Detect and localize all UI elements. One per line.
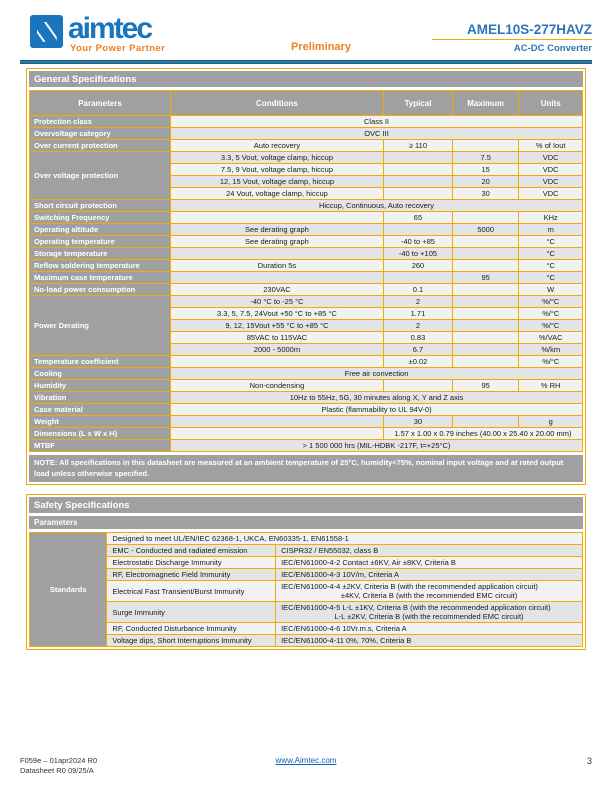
value-cell	[383, 272, 452, 284]
value-cell	[171, 356, 384, 368]
value-cell: Class II	[171, 116, 583, 128]
parameter-cell: Operating altitude	[30, 224, 171, 236]
value-cell	[453, 320, 519, 332]
aimtec-logo	[30, 12, 210, 54]
general-specifications-table	[29, 90, 583, 452]
table-row	[30, 602, 583, 623]
brand-tagline: Your Power Partner	[70, 43, 166, 54]
table-row	[30, 200, 583, 212]
parameter-cell: Case material	[30, 404, 171, 416]
value-cell: %/°C	[519, 308, 583, 320]
value-cell	[171, 416, 384, 428]
value-cell	[453, 356, 519, 368]
parameter-cell: Protection class	[30, 116, 171, 128]
value-cell: 10Hz to 55Hz, 5G, 30 minutes along X, Y and Z axis	[171, 392, 583, 404]
table-row	[30, 428, 583, 440]
column-header: Typical	[383, 91, 452, 116]
value-cell: 3.3, 5, 7.5, 24Vout +50 °C to +85 °C	[171, 308, 384, 320]
parameter-cell: Operating temperature	[30, 236, 171, 248]
value-cell: ±0.02	[383, 356, 452, 368]
value-cell: See derating graph	[171, 236, 384, 248]
safety-specifications-section	[26, 494, 586, 650]
product-name: AMEL10S-277HAVZ	[466, 22, 592, 37]
parameter-cell: Maximum case temperature	[30, 272, 171, 284]
value-cell: 9, 12, 15Vout +55 °C to +85 °C	[171, 320, 384, 332]
value-cell: -40 °C to -25 °C	[171, 296, 384, 308]
table-row	[30, 128, 583, 140]
page-header	[0, 0, 612, 54]
value-cell: 12, 15 Vout, voltage clamp, hiccup	[171, 176, 384, 188]
product-block	[432, 22, 592, 54]
value-cell: 7.5, 9 Vout, voltage clamp, hiccup	[171, 164, 384, 176]
value-cell: 85VAC to 115VAC	[171, 332, 384, 344]
table-row	[30, 392, 583, 404]
footer-form-number: F059e – 01apr2024 R0	[20, 756, 98, 765]
table-row	[30, 284, 583, 296]
parameter-cell: Humidity	[30, 380, 171, 392]
value-cell: VDC	[519, 164, 583, 176]
value-cell	[453, 332, 519, 344]
value-cell: %/°C	[519, 320, 583, 332]
standard-name-cell: Electrical Fast Transient/Burst Immunity	[107, 581, 276, 602]
preliminary-label: Preliminary	[291, 41, 351, 53]
section-title-general: General Specifications	[29, 71, 583, 87]
value-cell: g	[519, 416, 583, 428]
standard-name-cell: RF, Electromagnetic Field Immunity	[107, 569, 276, 581]
value-cell	[171, 272, 384, 284]
value-cell	[171, 428, 384, 440]
standard-value-line: IEC/EN61000-4-5 L-L ±1KV, Criteria B (with the recommended application circuit)	[281, 603, 551, 612]
value-cell: 24 Vout, voltage clamp, hiccup	[171, 188, 384, 200]
standard-value-cell: IEC/EN61000-4-6 10Vr.m.s, Criteria A	[276, 623, 583, 635]
aimtec-website-link[interactable]: www.Aimtec.com	[275, 756, 337, 765]
safety-table-body	[30, 533, 583, 647]
value-cell	[171, 212, 384, 224]
standard-value-cell	[276, 581, 583, 602]
table-row	[30, 152, 583, 164]
standard-name-cell: EMC - Conducted and radiated emission	[107, 545, 276, 557]
parameter-cell: Dimensions (L x W x H)	[30, 428, 171, 440]
table-row	[30, 248, 583, 260]
value-cell: OVC III	[171, 128, 583, 140]
table-row	[30, 404, 583, 416]
value-cell	[453, 140, 519, 152]
value-cell: %/km	[519, 344, 583, 356]
parameter-cell: Over current protection	[30, 140, 171, 152]
parameter-cell: Overvoltage category	[30, 128, 171, 140]
value-cell	[383, 380, 452, 392]
value-cell: -40 to +85	[383, 236, 452, 248]
standard-value-cell	[276, 602, 583, 623]
section-title-safety: Safety Specifications	[29, 497, 583, 513]
value-cell	[453, 248, 519, 260]
table-row	[30, 296, 583, 308]
page-number: 3	[586, 756, 592, 766]
table-row	[30, 116, 583, 128]
standard-value-line: IEC/EN61000-4-4 ±2KV, Criteria B (with the recommended application circuit)	[281, 582, 538, 591]
value-cell	[453, 236, 519, 248]
value-cell: 95	[453, 380, 519, 392]
brand-name: aimtec	[68, 12, 152, 45]
value-cell: 2	[383, 296, 452, 308]
value-cell: > 1 500 000 hrs (MIL-HDBK -217F, t=+25°C)	[171, 440, 583, 452]
parameter-cell: Reflow soldering temperature	[30, 260, 171, 272]
value-cell: Free air convection	[171, 368, 583, 380]
column-header: Maximum	[453, 91, 519, 116]
value-cell	[453, 260, 519, 272]
value-cell: %/°C	[519, 296, 583, 308]
value-cell: 1.71	[383, 308, 452, 320]
table-row	[30, 440, 583, 452]
table-row	[30, 260, 583, 272]
table-row	[30, 635, 583, 647]
value-cell: Hiccup, Continuous, Auto recovery	[171, 200, 583, 212]
standard-name-cell: Voltage dips, Short Interruptions Immunity	[107, 635, 276, 647]
table-row	[30, 140, 583, 152]
value-cell: 15	[453, 164, 519, 176]
value-cell: 260	[383, 260, 452, 272]
standard-value-cell: CISPR32 / EN55032, class B	[276, 545, 583, 557]
value-cell: °C	[519, 248, 583, 260]
value-cell: 5000	[453, 224, 519, 236]
value-cell: 2000 - 5000m	[171, 344, 384, 356]
product-type: AC-DC Converter	[513, 43, 592, 54]
value-cell: 95	[453, 272, 519, 284]
value-cell: 20	[453, 176, 519, 188]
parameter-cell: MTBF	[30, 440, 171, 452]
general-table-body	[30, 116, 583, 452]
standard-name-cell: Surge Immunity	[107, 602, 276, 623]
table-row	[30, 533, 583, 545]
value-cell: 0.1	[383, 284, 452, 296]
value-cell: W	[519, 284, 583, 296]
value-cell	[453, 212, 519, 224]
value-cell: Duration 5s	[171, 260, 384, 272]
table-row	[30, 416, 583, 428]
value-cell: -40 to +105	[383, 248, 452, 260]
value-cell	[453, 308, 519, 320]
parameter-cell: Switching Frequency	[30, 212, 171, 224]
footer-revision-block	[20, 756, 97, 776]
value-cell: See derating graph	[171, 224, 384, 236]
product-underline	[432, 39, 592, 40]
value-cell: 0.83	[383, 332, 452, 344]
parameter-cell: Storage temperature	[30, 248, 171, 260]
table-row	[30, 212, 583, 224]
value-cell: %/VAC	[519, 332, 583, 344]
parameter-cell: Vibration	[30, 392, 171, 404]
general-note: NOTE: All specifications in this datasheet are measured at an ambient temperature of 25°C, humidity<75%, nominal input voltage and at rated output load unless otherwise specified.	[29, 455, 583, 482]
value-cell	[171, 248, 384, 260]
standards-group-cell: Standards	[30, 533, 107, 647]
standard-name-cell: Electrostatic Discharge Immunity	[107, 557, 276, 569]
value-cell	[383, 188, 452, 200]
standard-value-cell: IEC/EN61000-4-11 0%, 70%, Criteria B	[276, 635, 583, 647]
standard-value-line: L-L ±2KV, Criteria B (with the recommended EMC circuit)	[334, 612, 524, 621]
value-cell	[383, 164, 452, 176]
standard-value-cell: IEC/EN61000-4-3 10V/m, Criteria A	[276, 569, 583, 581]
table-row	[30, 545, 583, 557]
value-cell	[383, 176, 452, 188]
value-cell	[453, 284, 519, 296]
parameter-cell: Over voltage protection	[30, 152, 171, 200]
column-header: Parameters	[30, 91, 171, 116]
value-cell: 30	[453, 188, 519, 200]
value-cell: °C	[519, 260, 583, 272]
value-cell: Non-condensing	[171, 380, 384, 392]
parameter-cell: Weight	[30, 416, 171, 428]
value-cell: 65	[383, 212, 452, 224]
value-cell: %/°C	[519, 356, 583, 368]
value-cell: % of Iout	[519, 140, 583, 152]
column-header: Units	[519, 91, 583, 116]
table-row	[30, 236, 583, 248]
table-row	[30, 623, 583, 635]
value-cell: VDC	[519, 152, 583, 164]
table-row	[30, 272, 583, 284]
parameter-cell: Short circuit protection	[30, 200, 171, 212]
page-footer	[20, 756, 592, 776]
value-cell: °C	[519, 236, 583, 248]
table-row	[30, 224, 583, 236]
standard-value-line: ±4KV, Criteria B (with the recommended EMC circuit)	[340, 591, 518, 600]
table-row	[30, 569, 583, 581]
value-cell: m	[519, 224, 583, 236]
safety-specifications-table	[29, 532, 583, 647]
standard-value-cell: IEC/EN61000-4-2 Contact ±6KV, Air ±8KV, Criteria B	[276, 557, 583, 569]
table-row	[30, 581, 583, 602]
value-cell	[453, 344, 519, 356]
value-cell: 7.5	[453, 152, 519, 164]
table-row	[30, 368, 583, 380]
safety-parameters-bar: Parameters	[29, 516, 583, 529]
parameter-cell: Temperature coefficient	[30, 356, 171, 368]
general-specifications-section	[26, 68, 586, 485]
value-cell: 3.3, 5 Vout, voltage clamp, hiccup	[171, 152, 384, 164]
parameter-cell: No-load power consumption	[30, 284, 171, 296]
footer-datasheet-rev: Datasheet R0 09/25/A	[20, 766, 94, 775]
value-cell: 6.7	[383, 344, 452, 356]
value-cell: 1.57 x 1.00 x 0.79 inches (40.00 x 25.40 x 20.00 mm)	[383, 428, 582, 440]
value-cell: % RH	[519, 380, 583, 392]
value-cell: VDC	[519, 188, 583, 200]
table-row	[30, 380, 583, 392]
value-cell	[383, 224, 452, 236]
value-cell: 30	[383, 416, 452, 428]
general-table-header-row	[30, 91, 583, 116]
table-row	[30, 356, 583, 368]
value-cell: KHz	[519, 212, 583, 224]
aimtec-logo-icon	[30, 15, 63, 48]
value-cell: ≥ 110	[383, 140, 452, 152]
value-cell: 230VAC	[171, 284, 384, 296]
value-cell: Plastic (flammability to UL 94V-0)	[171, 404, 583, 416]
value-cell	[383, 152, 452, 164]
column-header: Conditions	[171, 91, 384, 116]
value-cell: Auto recovery	[171, 140, 384, 152]
standard-name-cell: RF, Conducted Disturbance Immunity	[107, 623, 276, 635]
value-cell: °C	[519, 272, 583, 284]
value-cell: 2	[383, 320, 452, 332]
header-divider	[20, 60, 592, 64]
value-cell	[453, 416, 519, 428]
value-cell: VDC	[519, 176, 583, 188]
parameter-cell: Cooling	[30, 368, 171, 380]
table-row	[30, 557, 583, 569]
value-cell	[453, 296, 519, 308]
parameter-cell: Power Derating	[30, 296, 171, 356]
standard-value-cell: Designed to meet UL/EN/IEC 62368-1, UKCA, EN60335-1, EN61558-1	[107, 533, 583, 545]
